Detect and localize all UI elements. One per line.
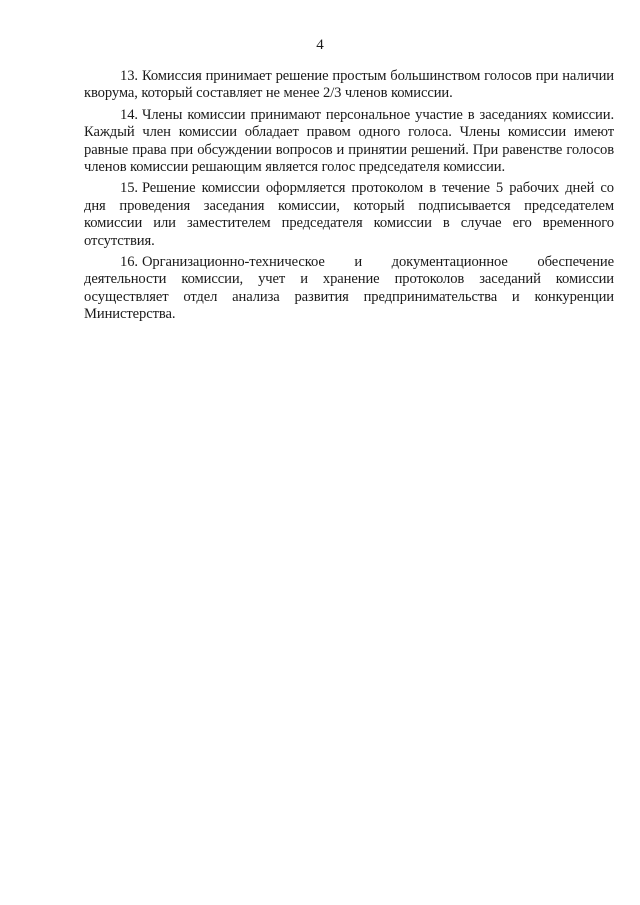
paragraph-number: 16. [120, 254, 138, 271]
paragraph-number: 15. [120, 180, 138, 197]
paragraph-text: Комиссия принимает решение простым большинством голосов при наличии кворума, который составляет не менее 2/3 членов комиссии. [84, 68, 614, 102]
page-number: 4 [316, 37, 324, 53]
paragraph-number: 14. [120, 106, 138, 123]
paragraph-14 [84, 107, 614, 177]
paragraph-text: Решение комиссии оформляется протоколом в течение 5 рабочих дней со дня проведения заседания комиссии, который подписывается председателем комиссии или заместителем председателя комиссии в случае его временного отсутствия. [84, 180, 614, 249]
paragraph-13 [84, 68, 614, 103]
paragraph-text: Организационно-техническое и документационное обеспечение деятельности комиссии, учет и хранение протоколов заседаний комиссии осуществляет отдел анализа развития предпринимательства и конкуренции Министерства. [84, 254, 614, 323]
paragraph-number: 13. [120, 68, 138, 84]
paragraph-15 [84, 180, 614, 250]
paragraph-16 [84, 254, 614, 324]
document-body [84, 68, 614, 328]
paragraph-text: Члены комиссии принимают персональное участие в заседаниях комиссии. Каждый член комиссии обладает правом одного голоса. Члены комиссии имеют равные права при обсуждении вопросов и принятии решений. При равенстве голосов членов комиссии решающим является голос председателя комиссии. [84, 106, 614, 176]
